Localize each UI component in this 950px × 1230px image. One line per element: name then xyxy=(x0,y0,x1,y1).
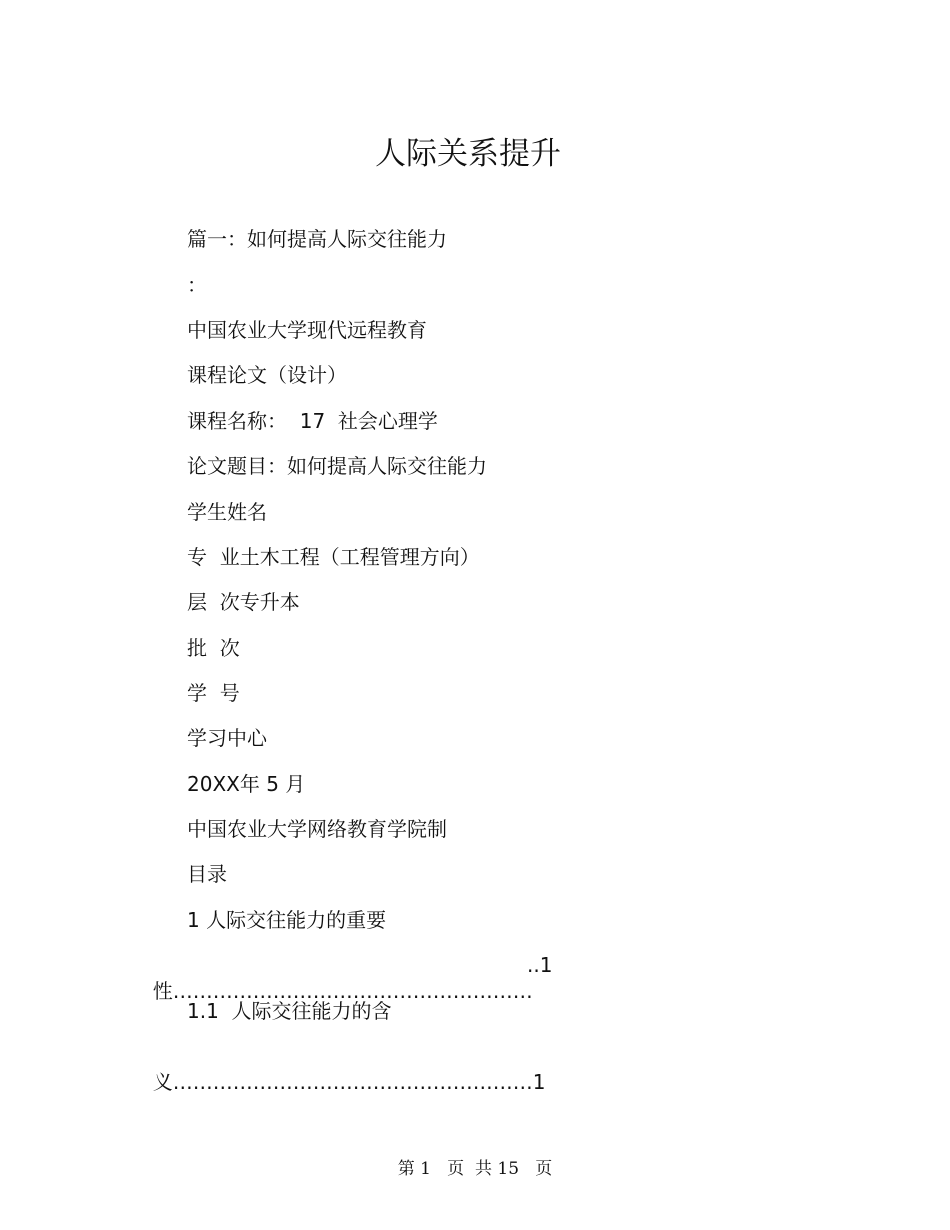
text-line: 中国农业大学现代远程教育 xyxy=(187,318,427,342)
toc-heading: 目录 xyxy=(187,862,227,886)
text-line: 课程论文（设计） xyxy=(187,363,347,387)
toc-entry-heading: 1 人际交往能力的重要 xyxy=(187,908,387,932)
text-line: 论文题目：如何提高人际交往能力 xyxy=(187,454,487,478)
page-footer: 第 1 页 共 15 页 xyxy=(397,1159,553,1179)
text-line: 20XX年 5 月 xyxy=(187,772,306,796)
toc-entry-text: 义……………………………………………… xyxy=(152,1070,533,1094)
toc-entry-text: 性……………………………………………… xyxy=(152,979,533,1003)
text-line: 学生姓名 xyxy=(187,500,267,524)
text-line: ： xyxy=(187,273,207,297)
toc-entry-continuation xyxy=(140,952,533,1004)
text-line: 学 号 xyxy=(187,681,240,705)
text-line: 层 次专升本 xyxy=(187,590,300,614)
toc-entry-continuation xyxy=(140,1043,545,1095)
text-line: 课程名称： 17 社会心理学 xyxy=(187,409,438,433)
toc-entry-heading: 1.1 人际交往能力的含 xyxy=(187,999,392,1023)
text-line: 专 业土木工程（工程管理方向） xyxy=(187,545,480,569)
toc-page-number: ..1 xyxy=(527,953,553,977)
text-line: 批 次 xyxy=(187,636,240,660)
page-title: 人际关系提升 xyxy=(375,136,561,172)
text-line: 学习中心 xyxy=(187,726,267,750)
toc-page-number: 1 xyxy=(532,1070,546,1094)
text-line: 中国农业大学网络教育学院制 xyxy=(187,817,447,841)
text-line: 篇一：如何提高人际交往能力 xyxy=(187,227,447,251)
